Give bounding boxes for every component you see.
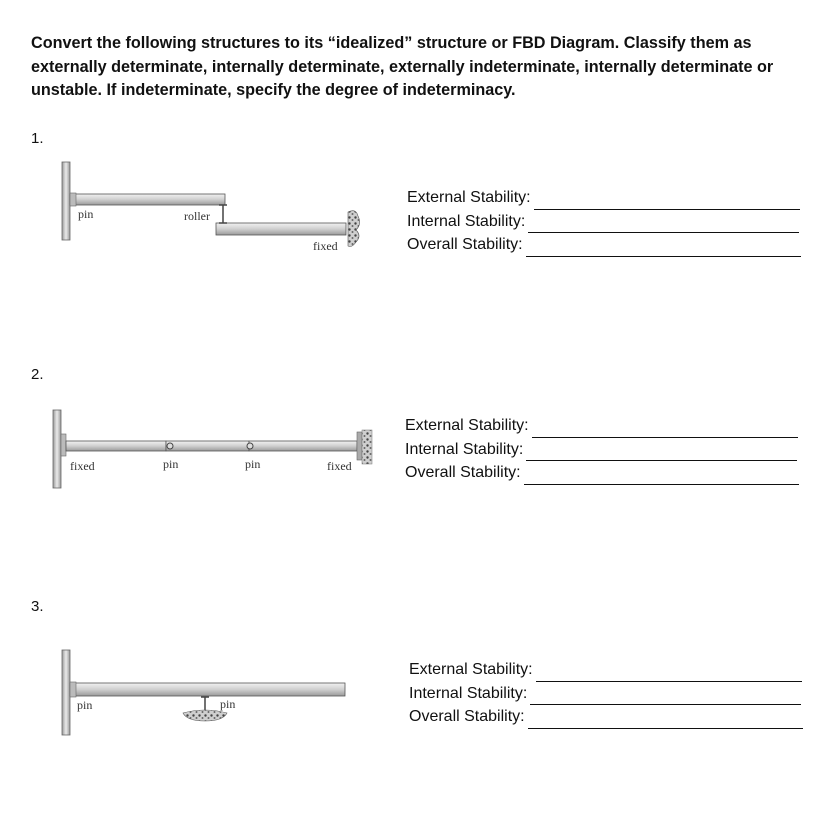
fixed-support-wall [362,430,372,464]
problem-3-number: 3. [31,598,44,615]
problem-2-number: 2. [31,366,44,383]
internal-stability-field [409,682,803,706]
beam-3 [70,683,345,696]
roller-support [219,205,227,223]
problem-3-answers [409,658,803,729]
wall-column [62,650,70,735]
label-pin-1: pin [163,457,179,471]
overall-stability-label: Overall Stability: [409,708,525,725]
beam-1b [216,223,346,235]
external-stability-field [409,658,803,682]
problem-2-answers [405,414,799,485]
external-stability-field [407,186,801,210]
beam-2c [249,441,357,451]
figure-3 [62,650,345,735]
overall-stability-blank[interactable] [526,242,801,257]
beam-2b [166,441,249,451]
label-fixed-right: fixed [327,459,352,473]
pin-plate [70,193,76,206]
external-stability-label: External Stability: [409,661,533,678]
label-fixed: fixed [313,239,338,253]
fixed-plate-right [357,432,362,460]
label-pin-wall: pin [77,698,93,712]
label-pin-2: pin [245,457,261,471]
figure-2 [53,410,372,488]
label-pin-bottom: pin [220,697,236,711]
overall-stability-field [407,233,801,257]
problem-1-number: 1. [31,130,44,147]
label-roller: roller [184,209,210,223]
fixed-support-rock [348,211,360,247]
pin-hinge-1 [167,443,173,449]
label-pin: pin [78,207,94,221]
figure-1 [62,162,360,253]
external-stability-blank[interactable] [536,667,802,682]
external-stability-label: External Stability: [407,189,531,206]
external-stability-field [405,414,799,438]
beam-2a [66,441,166,451]
overall-stability-field [405,461,799,485]
external-stability-label: External Stability: [405,417,529,434]
internal-stability-field [405,438,799,462]
wall-column [53,410,61,488]
pin-hinge-2 [247,443,253,449]
internal-stability-label: Internal Stability: [405,440,524,458]
overall-stability-label: Overall Stability: [407,236,523,253]
overall-stability-blank[interactable] [524,470,799,485]
internal-stability-blank[interactable] [530,690,801,705]
instructions-text: Convert the following structures to its “idealized” structure or FBD Diagram. Classify them as externally determinate, internally determinate, externally indeterminate, internally determinate or unstable. If indeterminate, specify the degree of indeterminacy. [31,34,774,99]
external-stability-blank[interactable] [534,195,800,210]
internal-stability-field [407,210,801,234]
pin-plate [70,682,76,697]
beam-1a [70,194,225,205]
label-fixed-left: fixed [70,459,95,473]
problem-1-answers [407,186,801,257]
internal-stability-blank[interactable] [526,446,797,461]
overall-stability-field [409,705,803,729]
external-stability-blank[interactable] [532,423,798,438]
overall-stability-label: Overall Stability: [405,464,521,481]
wall-column [62,162,70,240]
internal-stability-label: Internal Stability: [407,212,526,230]
pin-support-rock [183,710,227,721]
fixed-plate-left [61,434,66,456]
internal-stability-blank[interactable] [528,218,799,233]
internal-stability-label: Internal Stability: [409,684,528,702]
overall-stability-blank[interactable] [528,714,803,729]
pin-post [201,697,209,711]
